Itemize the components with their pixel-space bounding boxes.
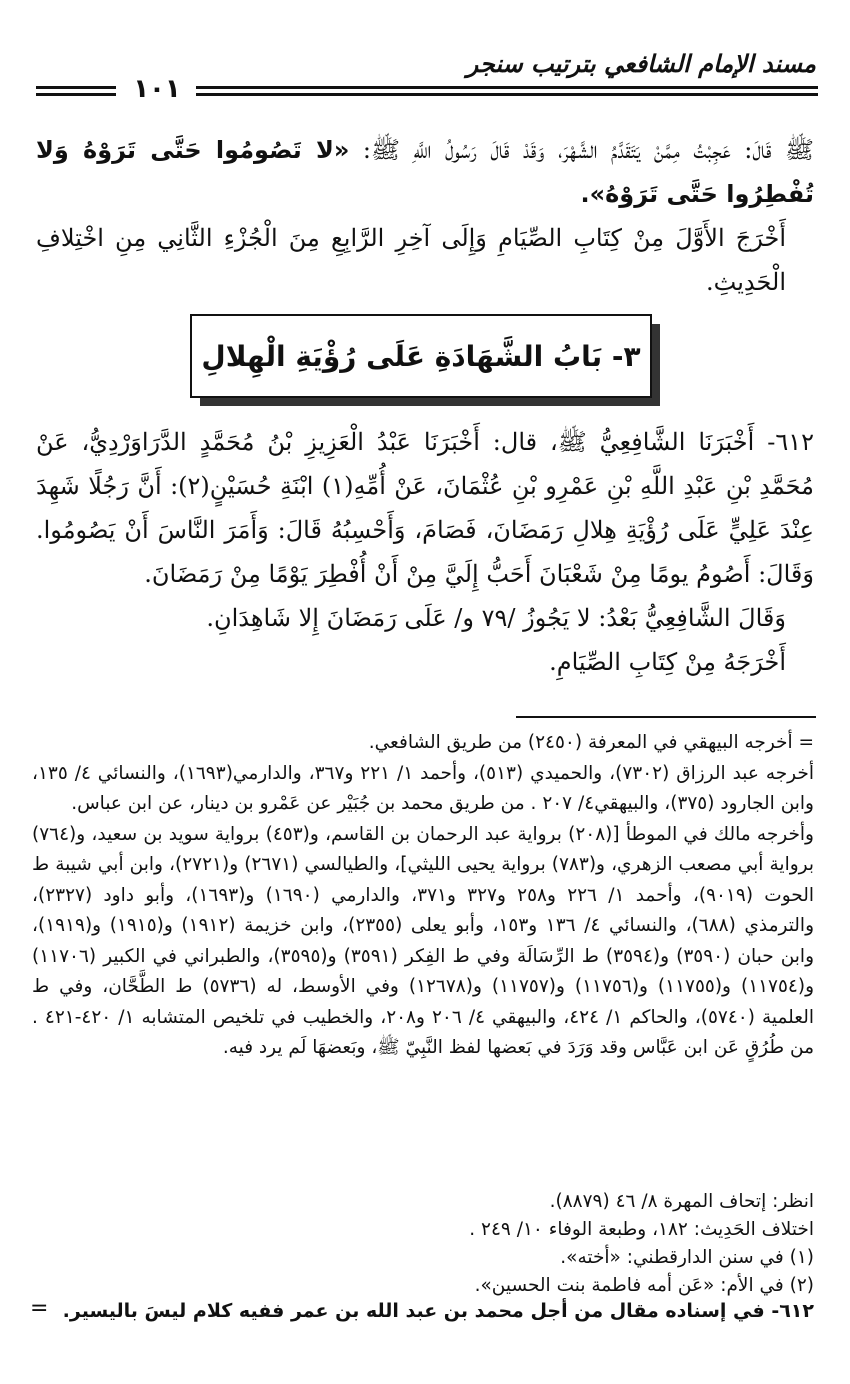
footnotes-block (32, 728, 814, 1064)
intro-text: ﷺ قَالَ: عَجِبْتُ مِمَّنْ يَتَقَدَّمُ الشَّهْرَ، وَقَدْ قَالَ رَسُولُ اللَّهِ ﷺ: (349, 136, 814, 164)
footnote-separator (516, 716, 816, 718)
running-header-title: مسند الإمام الشافعي بترتيب سنجر (466, 50, 816, 78)
intro-closing: أَخْرَجَ الأَوَّلَ مِنْ كِتَابِ الصِّيَامِ وَإِلَى آخِرِ الرَّابِعِ مِنَ الْجُزْءِ الثَّانِي مِنِ اخْتِلافِ الْحَدِيثِ. (36, 224, 786, 296)
header-rule (196, 86, 818, 89)
chapter-heading: ٣- بَابُ الشَّهَادَةِ عَلَى رُؤْيَةِ الْهِلالِ (201, 339, 641, 373)
hadith-612-text: ٦١٢- أَخْبَرَنَا الشَّافِعِيُّ ﷺ، قال: أَخْبَرَنَا عَبْدُ الْعَزِيزِ بْنُ مُحَمَّدٍ الدَّرَاوَرْدِيُّ، عَنْ مُحَمَّدِ بْنِ عَبْدِ اللَّهِ بْنِ عَمْرِو بْنِ عُثْمَانَ، عَنْ أُمِّهِ(١) ابْنَةِ حُسَيْنٍ(٢): أَنَّ رَجُلًا شَهِدَ عِنْدَ عَلِيٍّ عَلَى رُؤْيَةِ هِلالِ رَمَضَانَ، فَصَامَ، وَأَحْسِبُهُ قَالَ: وَأَمَرَ النَّاسَ أَنْ يَصُومُوا. وَقَالَ: أَصُومُ يومًا مِنْ شَعْبَانَ أَحَبُّ إِلَيَّ مِنْ أَنْ أُفْطِرَ يَوْمًا مِنْ رَمَضَانَ. (36, 428, 815, 588)
hadith-612-source: أَخْرَجَهُ مِنْ كِتَابِ الصِّيَامِ. (549, 648, 786, 676)
footnote-see: انظر: إتحاف المهرة ٨/ ٤٦ (٨٨٧٩). (549, 1191, 814, 1212)
footnote-notes (36, 1188, 814, 1300)
continuation-mark: = (30, 1296, 49, 1321)
footnote-takhrij: وأخرجه مالك في الموطأ [(٢٠٨) برواية عبد الرحمان بن القاسم، و(٤٥٣) برواية سويد بن سعيد، و(٧٦٤) برواية أبي مصعب الزهري، و(٧٨٣) برواية يحيى الليثي]، والطيالسي (٢٦٧١) و(٢٧٢١)، وابن أبي شيبة ط الحوت (٩٠١٩)، وأحمد ١/ ٢٢٦ و٢٥٨ و٣٢٧ و٣٧١، والدارمي (١٦٩٠) و(١٦٩٣)، وأبو داود (٢٣٢٧)، والترمذي (٦٨٨)، والنسائي ٤/ ١٣٦ و١٥٣، وأبو يعلى (٢٣٥٥)، وابن خزيمة (١٩١٢) و(١٩١٥) و(١٩١٩)، وابن حبان (٣٥٩٠) و(٣٥٩٤) ط الرِّسَالَة وفي ط الفِكر (٣٥٩١) و(٣٥٩٥)، والطبراني في الكبير (١١٧٠٦) و(١١٧٥٤) و(١١٧٥٥) و(١١٧٥٦) و(١١٧٥٧) و(١٢٦٧٨) وفي الأوسط، له (٥٧٣٦) ط الطَّحَّان، وفي ط العلمية (٥٧٤٠)، والحاكم ١/ ٤٢٤، والبيهقي ٤/ ٢٠٦ و٢٠٨، والخطيب في تلخيص المتشابه ١/ ٤٢٠-٤٢١ . من طُرُقٍ عَن ابن عَبَّاس وقد وَرَدَ في بَعضها لفظ النَّبِيّ ﷺ، وبَعضهَا لَم يرد فيه. (32, 823, 815, 1058)
hadith-612 (36, 420, 814, 684)
footnote-2: (٢) في الأم: «عَن أمه فاطمة بنت الحسين». (474, 1275, 814, 1296)
footnote-takhrij: أخرجه عبد الرزاق (٧٣٠٢)، والحميدي (٥١٣)، وأحمد ١/ ٢٢١ و٣٦٧، والدارمي(١٦٩٣)، والنسائي ٤/ ١٣٥، وابن الجارود (٣٧٥)، والبيهقي٤/ ٢٠٧ . من طريق محمد بن جُبَيْر عن عَمْرو بن دينار، عن ابن عباس. (32, 762, 814, 814)
footnote-continuation: = أخرجه البيهقي في المعرفة (٢٤٥٠) من طريق الشافعي. (368, 732, 814, 753)
header-rule (36, 93, 116, 96)
hadith-quote: «لا تَصُومُوا حَتَّى تَرَوْهُ وَلا تُفْطِرُوا حَتَّى تَرَوْهُ». (36, 136, 814, 208)
intro-paragraph (36, 128, 814, 304)
chapter-heading-box (190, 314, 652, 398)
hadith-612-shafii: وَقَالَ الشَّافِعِيُّ بَعْدُ: لا يَجُوزُ /٧٩ و/ عَلَى رَمَضَانَ إِلا شَاهِدَانِ. (206, 604, 786, 632)
header-rule (36, 86, 116, 89)
header-rule (196, 93, 818, 96)
page-number: ١٠١ (133, 74, 181, 104)
footnote-ikhtilaf: اختلاف الحَدِيث: ١٨٢، وطبعة الوفاء ١٠/ ٢٤٩ . (469, 1219, 814, 1240)
footnote-1: (١) في سنن الدارقطني: «أخته». (560, 1247, 814, 1268)
footnote-612: ٦١٢- في إسناده مقال من أجل محمد بن عبد الله بن عمر ففيه كلام ليسَ باليسير. (62, 1300, 814, 1322)
